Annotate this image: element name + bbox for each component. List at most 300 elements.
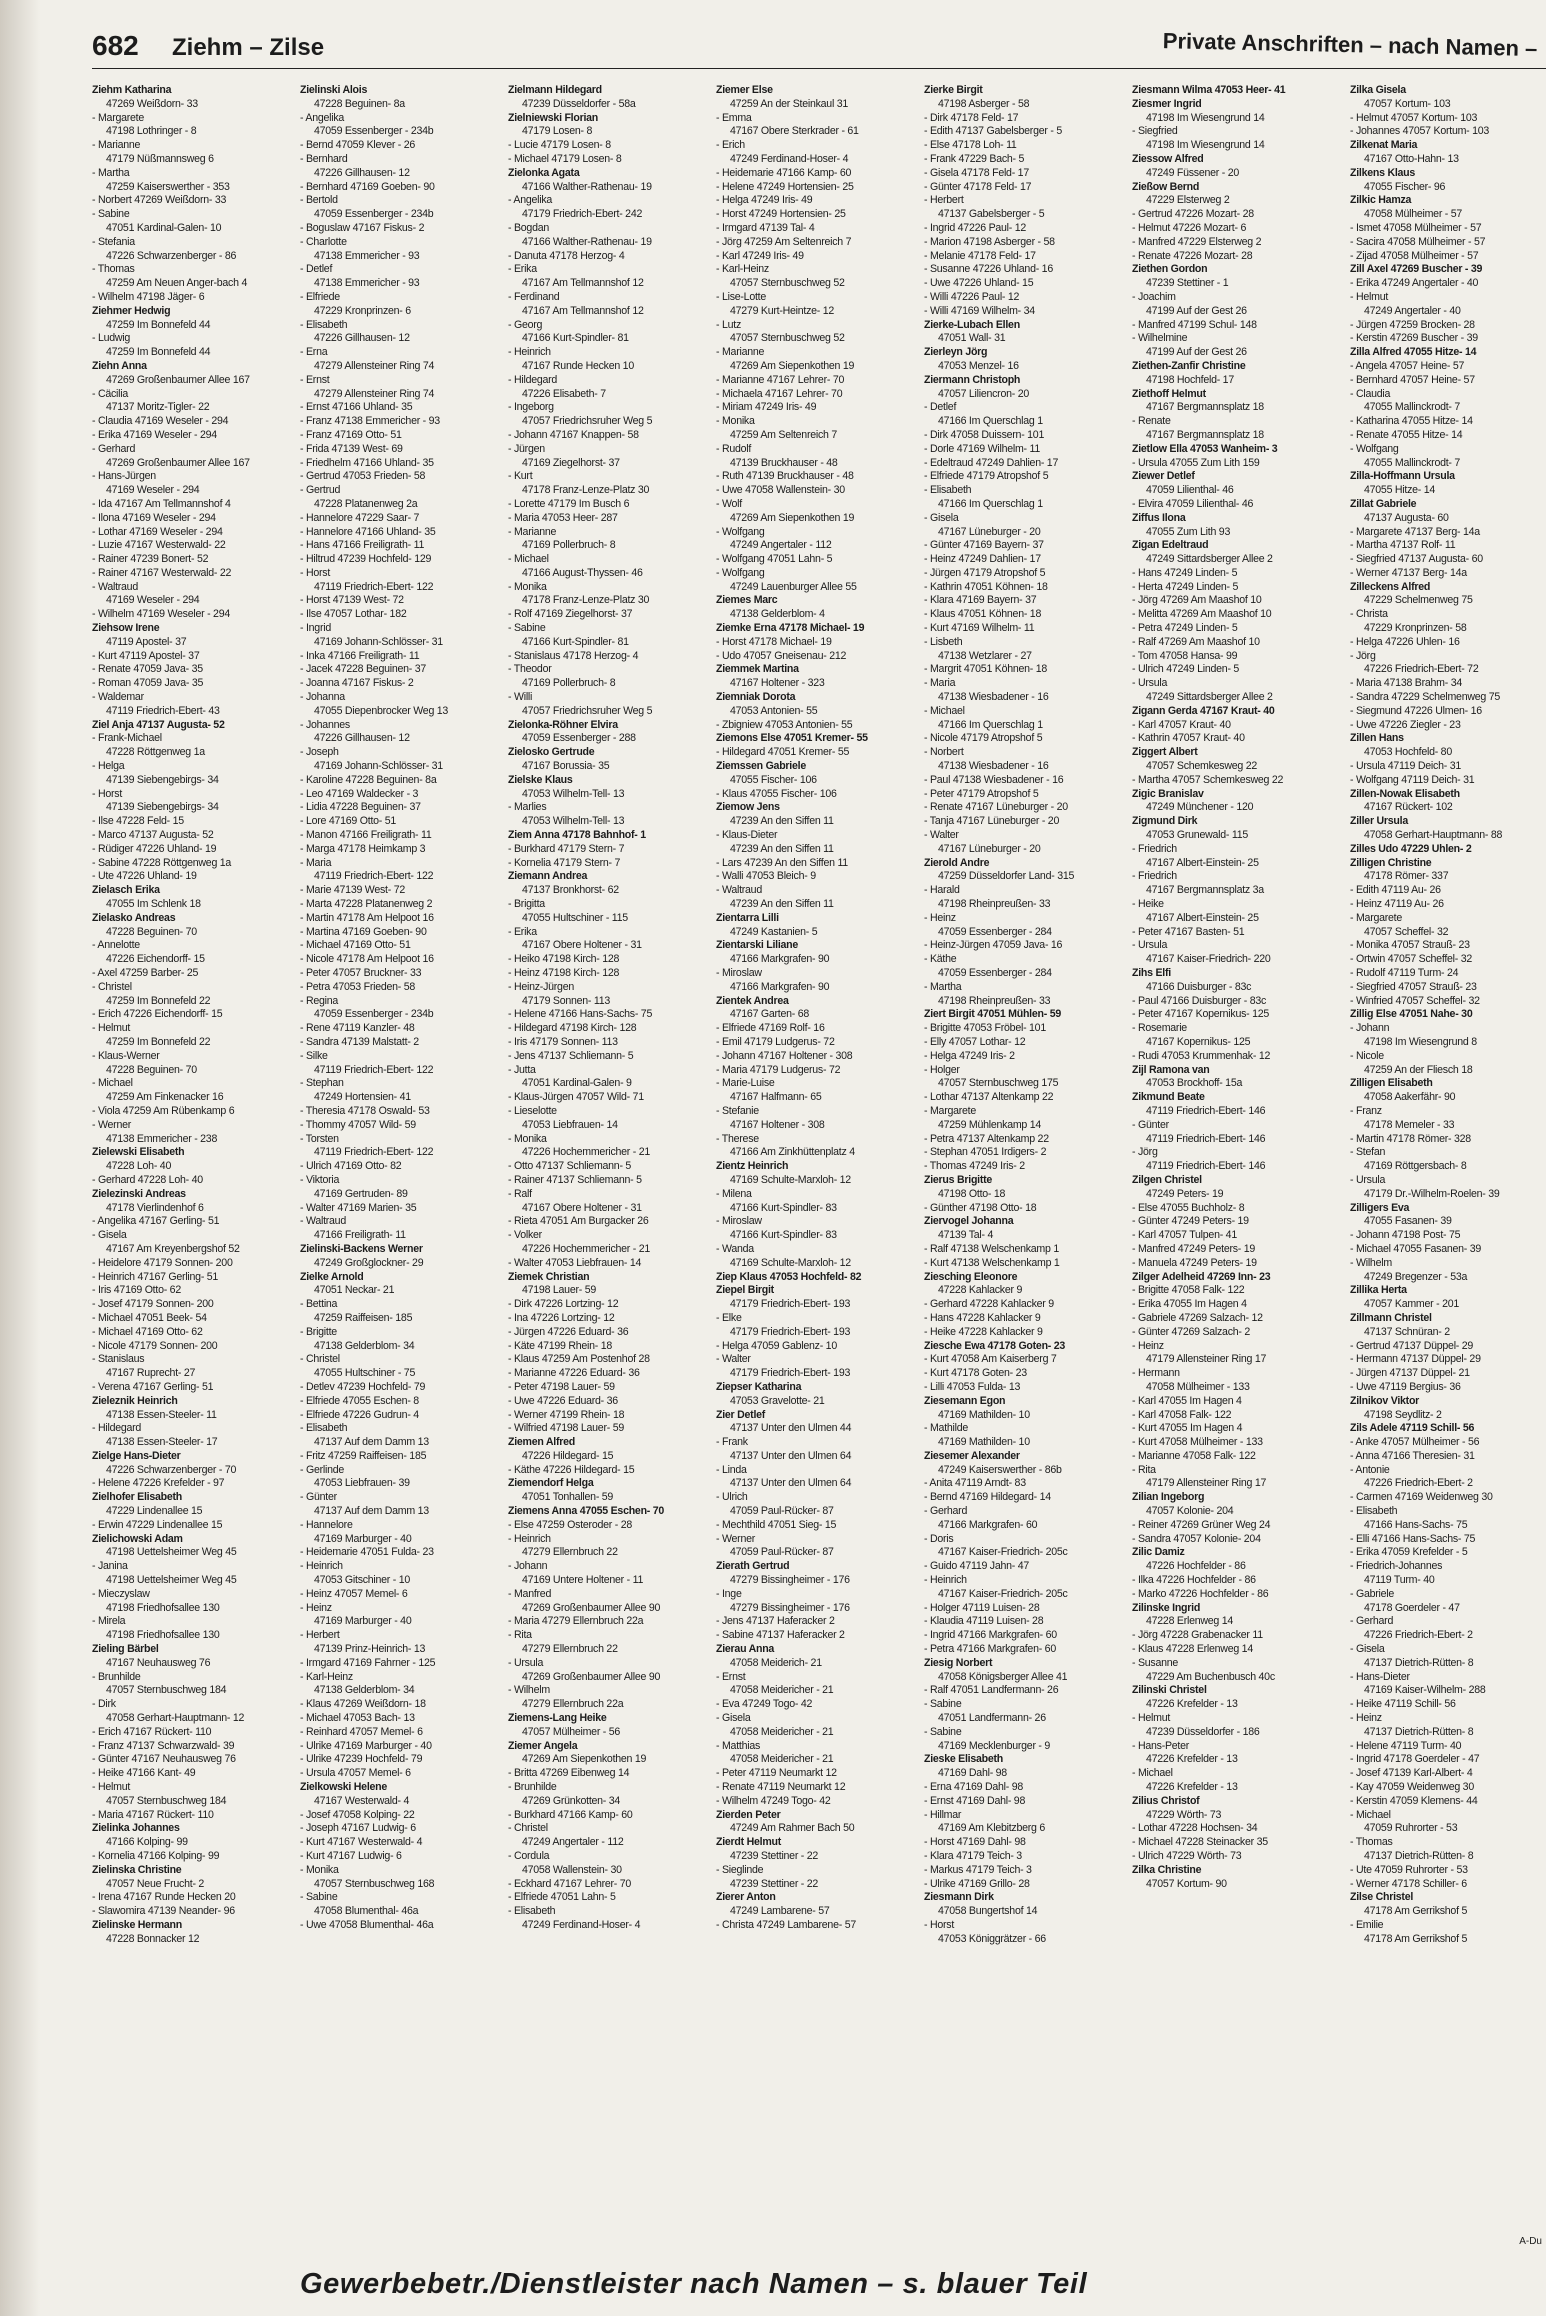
given-name-entry: - Manfred 47199 Schul- 148 (1132, 318, 1257, 331)
address-line: 47119 Friedrich-Ebert- 122 (314, 870, 434, 883)
given-name-entry: - Lorette 47179 Im Busch 6 (508, 497, 630, 510)
given-name-entry: - Gertrud 47226 Mozart- 28 (1132, 208, 1254, 221)
address-line: 47167 Westerwald- 4 (314, 1794, 410, 1807)
address-line: 47229 Kronprinzen- 6 (314, 304, 411, 317)
address-line: 47259 Am Neuen Anger-bach 4 (106, 277, 248, 290)
given-name-entry: - Jürgen 47179 Atropshof 5 (924, 566, 1046, 579)
given-name-entry: - Waltraud (92, 580, 138, 593)
given-name-entry: - Sacira 47058 Mülheimer - 57 (1350, 235, 1486, 248)
address-line: 47259 Im Bonnefeld 44 (106, 346, 211, 359)
surname-entry: Ziethoff Helmut (1132, 387, 1206, 400)
given-name-entry: - Ulrich 47169 Otto- 82 (300, 1160, 402, 1173)
address-line: 47167 Borussia- 35 (522, 760, 610, 773)
given-name-entry: - Günter 47269 Salzach- 2 (1132, 1325, 1251, 1338)
address-line: 47055 Mallinckrodt- 7 (1364, 456, 1461, 469)
given-name-entry: - Torsten (300, 1132, 339, 1145)
given-name-entry: - Ulrich 47249 Linden- 5 (1132, 663, 1240, 676)
surname-entry: Zigic Branislav (1132, 787, 1204, 800)
address-line: 47138 Emmericher - 93 (314, 249, 420, 262)
address-line: 47249 Angertaler - 112 (730, 539, 832, 552)
given-name-entry: - Kurt 47058 Mülheimer - 133 (1132, 1436, 1263, 1449)
given-name-entry: - Walter 47053 Liebfrauen- 14 (508, 1256, 642, 1269)
given-name-entry: - Lidia 47228 Beguinen- 37 (300, 801, 421, 814)
given-name-entry: - Bogdan (508, 221, 549, 234)
given-name-entry: - Helene 47119 Turm- 40 (1350, 1739, 1462, 1752)
given-name-entry: - Jürgen 47226 Eduard- 36 (508, 1325, 629, 1338)
listing-column-2 (300, 84, 464, 2248)
given-name-entry: - Horst 47169 Dahl- 98 (924, 1836, 1026, 1849)
page-number: 682 (92, 30, 139, 61)
address-line: 47119 Turm- 40 (1364, 1574, 1435, 1587)
surname-entry: Zill Axel 47269 Buscher - 39 (1350, 263, 1483, 276)
given-name-entry: - Günther 47198 Otto- 18 (924, 1201, 1037, 1214)
address-line: 47239 An den Siffen 11 (730, 898, 834, 911)
given-name-entry: - Lothar 47137 Altenkamp 22 (924, 1091, 1054, 1104)
given-name-entry: - Stephan (300, 1077, 344, 1090)
address-line: 47138 Emmericher - 238 (106, 1132, 218, 1145)
given-name-entry: - Hillmar (924, 1808, 962, 1821)
given-name-entry: - Günter 47178 Feld- 17 (924, 180, 1032, 193)
address-line: 47228 Platanenweg 2a (314, 497, 418, 510)
surname-entry: Zierer Anton (716, 1891, 776, 1904)
given-name-entry: - Danuta 47178 Herzog- 4 (508, 249, 625, 262)
given-name-entry: - Uwe 47119 Bergius- 36 (1350, 1380, 1461, 1393)
given-name-entry: - Nicole 47178 Am Helpoot 16 (300, 953, 434, 966)
address-line: 47137 Unter den Ulmen 64 (730, 1449, 852, 1462)
address-line: 47059 Ruhrorter - 53 (1364, 1822, 1458, 1835)
address-line: 47137 Auf dem Damm 13 (314, 1505, 429, 1518)
given-name-entry: - Ernst (716, 1670, 746, 1683)
address-line: 47199 Auf der Gest 26 (1146, 346, 1247, 359)
given-name-entry: - Ilse 47228 Feld- 15 (92, 815, 184, 828)
address-line: 47249 Hortensien- 41 (314, 1091, 411, 1104)
given-name-entry: - Sandra 47229 Schelmenweg 75 (1350, 691, 1500, 704)
given-name-entry: - Tom 47058 Hansa- 99 (1132, 649, 1238, 662)
given-name-entry: - Herta 47249 Linden- 5 (1132, 580, 1239, 593)
given-name-entry: - Paul 47138 Wiesbadener - 16 (924, 773, 1064, 786)
given-name-entry: - Ute 47059 Ruhrorter - 53 (1350, 1863, 1468, 1876)
address-line: 47055 Fischer- 106 (730, 773, 817, 786)
address-line: 47226 Schwarzenberger - 86 (106, 249, 237, 262)
given-name-entry: - Petra 47137 Altenkamp 22 (924, 1132, 1049, 1145)
given-name-entry: - Silke (300, 1049, 328, 1062)
given-name-entry: - Wilhelm 47198 Jäger- 6 (92, 290, 205, 303)
surname-entry: Zillen-Nowak Elisabeth (1350, 787, 1460, 800)
given-name-entry: - Klaus 47051 Köhnen- 18 (924, 608, 1042, 621)
given-name-entry: - Miroslaw (716, 1215, 762, 1228)
given-name-entry: - Renate (1132, 415, 1171, 428)
given-name-entry: - Hermann (1132, 1367, 1180, 1380)
given-name-entry: - Heidemarie 47166 Kamp- 60 (716, 166, 852, 179)
surname-entry: Zilligen Christine (1350, 856, 1432, 869)
given-name-entry: - Käthe 47226 Hildegard- 15 (508, 1463, 635, 1476)
given-name-entry: - Ilka 47226 Hochfelder - 86 (1132, 1574, 1256, 1587)
surname-entry: Zier Detlef (716, 1408, 766, 1421)
given-name-entry: - Günter (300, 1491, 337, 1504)
given-name-entry: - Klaus 47228 Erlenweg 14 (1132, 1643, 1253, 1656)
address-line: 47059 Paul-Rücker- 87 (730, 1546, 834, 1559)
address-line: 47057 Sternbuschweg 175 (938, 1077, 1059, 1090)
given-name-entry: - Uwe 47058 Wallenstein- 30 (716, 484, 845, 497)
given-name-entry: - Elisabeth (300, 318, 348, 331)
given-name-entry: - Michael (92, 1077, 133, 1090)
given-name-entry: - Johann (1350, 1022, 1390, 1035)
address-line: 47169 Mathilden- 10 (938, 1408, 1030, 1421)
address-line: 47169 Mathilden- 10 (938, 1436, 1030, 1449)
given-name-entry: - Elfriede 47179 Atropshof 5 (924, 470, 1049, 483)
given-name-entry: - Stefanie (716, 1104, 759, 1117)
address-line: 47228 Beguinen- 70 (106, 1063, 197, 1076)
address-line: 47166 Im Querschlag 1 (938, 497, 1043, 510)
given-name-entry: - Josef 47058 Kolping- 22 (300, 1808, 415, 1821)
given-name-entry: - Ferdinand (508, 290, 560, 303)
given-name-entry: - Maria 47138 Brahm- 34 (1350, 677, 1463, 690)
given-name-entry: - Gisela 47178 Feld- 17 (924, 166, 1029, 179)
address-line: 47228 Röttgenweg 1a (106, 746, 205, 759)
given-name-entry: - Maria 47179 Ludgerus- 72 (716, 1063, 841, 1076)
given-name-entry: - Lieselotte (508, 1104, 557, 1117)
given-name-entry: - Wilhelm 47169 Weseler - 294 (92, 608, 230, 621)
given-name-entry: - Thomas (92, 263, 135, 276)
address-line: 47057 Sternbuschweg 184 (106, 1794, 227, 1807)
given-name-entry: - Käthe (924, 953, 957, 966)
given-name-entry: - Jürgen 47259 Brocken- 28 (1350, 318, 1475, 331)
surname-entry: Ziemke Erna 47178 Michael- 19 (716, 622, 865, 635)
given-name-entry: - Ludwig (92, 332, 131, 345)
given-name-entry: - Hiltrud 47239 Hochfeld- 129 (300, 553, 432, 566)
address-line: 47249 Großglockner- 29 (314, 1256, 424, 1269)
address-line: 47167 Albert-Einstein- 25 (1146, 856, 1259, 869)
address-line: 47119 Friedrich-Ebert- 122 (314, 580, 434, 593)
given-name-entry: - Mechthild 47051 Sieg- 15 (716, 1518, 837, 1531)
address-line: 47167 Am Tellmannshof 12 (522, 277, 644, 290)
given-name-entry: - Maria 47167 Rückert- 110 (92, 1808, 214, 1821)
given-name-entry: - Walli 47053 Bleich- 9 (716, 870, 816, 883)
given-name-entry: - Antonie (1350, 1463, 1390, 1476)
given-name-entry: - Karl 47058 Falk- 122 (1132, 1408, 1232, 1421)
given-name-entry: - Ursula (1132, 939, 1168, 952)
given-name-entry: - Siegfried 47057 Strauß- 23 (1350, 980, 1477, 993)
given-name-entry: - Helga 47059 Gablenz- 10 (716, 1339, 837, 1352)
given-name-entry: - Karl 47055 Im Hagen 4 (1132, 1394, 1242, 1407)
surname-entry: Ziert Birgit 47051 Mühlen- 59 (924, 1008, 1061, 1021)
address-line: 47169 Johann-Schlösser- 31 (314, 635, 443, 648)
given-name-entry: - Gisela (92, 1229, 127, 1242)
surname-entry: Ziemons Else 47051 Kremer- 55 (716, 732, 868, 745)
address-line: 47239 An den Siffen 11 (730, 815, 834, 828)
address-line: 47137 Bronkhorst- 62 (522, 884, 619, 897)
given-name-entry: - Marianne 47167 Lehrer- 70 (716, 373, 845, 386)
address-line: 47059 Lilienthal- 46 (1146, 484, 1234, 497)
address-line: 47178 Memeler - 33 (1364, 1118, 1455, 1131)
surname-entry: Ziessow Alfred (1132, 152, 1204, 165)
surname-entry: Ziervogel Johanna (924, 1215, 1014, 1228)
given-name-entry: - Bertold (300, 194, 338, 207)
given-name-entry: - Herbert (924, 194, 964, 207)
address-line: 47166 Markgrafen- 60 (938, 1518, 1038, 1531)
address-line: 47053 Hochfeld- 80 (1364, 746, 1452, 759)
address-line: 47226 Hochemmericher - 21 (522, 1242, 651, 1255)
given-name-entry: - Ortwin 47057 Scheffel- 32 (1350, 953, 1473, 966)
surname-entry: Zielke Arnold (300, 1270, 364, 1283)
given-name-entry: - Kurt 47169 Wilhelm- 11 (924, 622, 1035, 635)
given-name-entry: - Burkhard 47166 Kamp- 60 (508, 1808, 633, 1821)
address-line: 47053 Grunewald- 115 (1146, 829, 1248, 842)
address-line: 47119 Friedrich-Ebert- 146 (1146, 1132, 1266, 1145)
given-name-entry: - Melitta 47269 Am Maashof 10 (1132, 608, 1272, 621)
given-name-entry: - Ralf 47051 Landfermann- 26 (924, 1684, 1059, 1697)
given-name-entry: - Jutta (508, 1063, 536, 1076)
surname-entry: Zielasko Andreas (92, 911, 176, 924)
given-name-entry: - Heinz 47198 Kirch- 128 (508, 967, 620, 979)
address-line: 47169 Kaiser-Wilhelm- 288 (1364, 1684, 1486, 1697)
given-name-entry: - Marianne (92, 139, 141, 152)
surname-entry: Ziesmann Dirk (924, 1891, 994, 1904)
address-line: 47249 Angertaler - 112 (522, 1836, 624, 1849)
given-name-entry: - Horst 47178 Michael- 19 (716, 635, 832, 648)
address-line: 47055 Fischer- 96 (1364, 180, 1446, 193)
given-name-entry: - Mathilde (924, 1422, 969, 1435)
address-line: 47166 Im Querschlag 1 (938, 718, 1043, 731)
surname-entry: Ziemen Alfred (508, 1436, 575, 1449)
address-line: 47198 Hochfeld- 17 (1146, 373, 1234, 386)
address-line: 47166 Walther-Rathenau- 19 (522, 180, 652, 193)
address-line: 47249 Kastanien- 5 (730, 925, 818, 938)
address-line: 47059 Essenberger - 234b (314, 1008, 434, 1021)
address-line: 47167 Am Kreyenbergshof 52 (106, 1242, 240, 1255)
address-line: 47053 Gravelotte- 21 (730, 1394, 825, 1407)
given-name-entry: - Waltraud (300, 1215, 346, 1228)
address-line: 47239 An den Siffen 11 (730, 842, 834, 855)
address-line: 47228 Bonnacker 12 (106, 1932, 200, 1945)
address-line: 47226 Gillhausen- 12 (314, 732, 410, 745)
address-line: 47166 Duisburger - 83c (1146, 980, 1252, 993)
given-name-entry: - Erich (716, 139, 745, 152)
address-line: 47137 Auf dem Damm 13 (314, 1436, 429, 1449)
address-line: 47057 Schemkesweg 22 (1146, 760, 1258, 773)
address-line: 47138 Gelderblom- 4 (730, 608, 825, 621)
given-name-entry: - Angelika 47167 Gerling- 51 (92, 1215, 220, 1228)
address-line: 47259 Am Finkenacker 16 (106, 1091, 224, 1104)
address-line: 47166 Freiligrath- 11 (314, 1229, 406, 1242)
address-line: 47119 Friedrich-Ebert- 146 (1146, 1104, 1266, 1117)
given-name-entry: - Wolfgang (1350, 442, 1399, 455)
surname-entry: Zilleckens Alfred (1350, 580, 1431, 593)
surname-entry: Ziffus Ilona (1132, 511, 1186, 524)
given-name-entry: - Heike 47228 Kahlacker 9 (924, 1325, 1043, 1338)
given-name-entry: - Manfred 47249 Peters- 19 (1132, 1242, 1256, 1255)
given-name-entry: - Walter (924, 829, 959, 842)
address-line: 47226 Friedrich-Ebert- 2 (1364, 1629, 1473, 1642)
given-name-entry: - Johannes 47057 Kortum- 103 (1350, 125, 1490, 138)
given-name-entry: - Jörg (1350, 649, 1376, 662)
surname-entry: Zillat Gabriele (1350, 497, 1417, 510)
given-name-entry: - Erna (300, 346, 328, 359)
address-line: 47137 Unter den Ulmen 44 (730, 1422, 852, 1435)
address-line: 47249 Münchener - 120 (1146, 801, 1254, 814)
given-name-entry: - Martin 47178 Am Helpoot 16 (300, 911, 434, 924)
given-name-entry: - Hannelore (300, 1518, 353, 1531)
given-name-entry: - Wilhelm 47249 Togo- 42 (716, 1794, 831, 1807)
given-name-entry: - Ilona 47169 Weseler - 294 (92, 511, 216, 524)
given-name-entry: - Heinz-Jürgen (508, 980, 574, 993)
address-line: 47169 Am Klebitzberg 6 (938, 1822, 1045, 1835)
given-name-entry: - Nicole (1350, 1049, 1384, 1062)
address-line: 47228 Beguinen- 70 (106, 925, 197, 938)
address-line: 47167 Bergmannsplatz 18 (1146, 428, 1264, 441)
surname-entry: Ziggert Albert (1132, 746, 1198, 759)
address-line: 47138 Gelderblom- 34 (314, 1339, 415, 1352)
address-line: 47057 Friedrichsruher Weg 5 (522, 704, 653, 717)
given-name-entry: - Elisabeth (1350, 1505, 1398, 1518)
given-name-entry: - Heike 47166 Kant- 49 (92, 1767, 196, 1780)
given-name-entry: - Burkhard 47179 Stern- 7 (508, 842, 625, 855)
address-line: 47166 Kurt-Spindler- 83 (730, 1201, 837, 1214)
given-name-entry: - Rainer 47167 Westerwald- 22 (92, 566, 232, 579)
surname-entry: Ziewer Detlef (1132, 470, 1195, 483)
given-name-entry: - Franz 47138 Emmericher - 93 (300, 415, 440, 428)
given-name-entry: - Sabine 47137 Haferacker 2 (716, 1629, 845, 1642)
address-line: 47198 Rheinpreußen- 33 (938, 898, 1051, 911)
surname-entry: Zierden Peter (716, 1808, 781, 1821)
address-line: 47169 Marburger - 40 (314, 1532, 412, 1545)
given-name-entry: - Heinrich 47167 Gerling- 51 (92, 1270, 219, 1283)
address-line: 47057 Liliencron- 20 (938, 387, 1030, 400)
given-name-entry: - Marlies (508, 801, 547, 814)
surname-entry: Ziemmek Martina (716, 663, 799, 676)
given-name-entry: - Horst (300, 566, 331, 579)
given-name-entry: - Gisela (1350, 1643, 1385, 1656)
given-name-entry: - Marta 47228 Platanenweg 2 (300, 898, 433, 911)
given-name-entry: - Ursula (508, 1656, 544, 1669)
given-name-entry: - Klaus 47259 Am Postenhof 28 (508, 1353, 650, 1366)
given-name-entry: - Ilse 47057 Lothar- 182 (300, 608, 407, 621)
address-line: 47057 Kammer - 201 (1364, 1298, 1460, 1311)
address-line: 47169 Schulte-Marxloh- 12 (730, 1256, 851, 1269)
given-name-entry: - Dirk 47226 Lortzing- 12 (508, 1298, 619, 1311)
given-name-entry: - Ernst (300, 373, 330, 386)
given-name-entry: - Günter 47249 Peters- 19 (1132, 1215, 1249, 1228)
surname-entry: Zilligers Eva (1350, 1201, 1410, 1214)
given-name-entry: - Ulrike 47169 Grillo- 28 (924, 1877, 1030, 1890)
given-name-entry: - Ruth 47139 Bruckhauser - 48 (716, 470, 854, 483)
given-name-entry: - Heinz (1132, 1339, 1164, 1352)
surname-entry: Zillig Else 47051 Nahe- 30 (1350, 1008, 1473, 1021)
given-name-entry: - Jörg 47259 Am Seltenreich 7 (716, 235, 852, 248)
address-line: 47179 Friedrich-Ebert- 242 (522, 208, 643, 221)
given-name-entry: - Siegfried 47137 Augusta- 60 (1350, 553, 1483, 566)
given-name-entry: - Kurt 47138 Welschenkamp 1 (924, 1256, 1060, 1269)
given-name-entry: - Detlev 47239 Hochfeld- 79 (300, 1380, 426, 1393)
given-name-entry: - Siegfried (1132, 125, 1178, 138)
given-name-entry: - Joseph 47167 Ludwig- 6 (300, 1822, 416, 1835)
given-name-entry: - Helmut (1132, 1712, 1171, 1725)
listing-columns (92, 84, 1544, 2248)
given-name-entry: - Jürgen 47137 Düppel- 21 (1350, 1367, 1470, 1380)
address-line: 47178 Franz-Lenze-Platz 30 (522, 594, 650, 607)
surname-entry: Zierold Andre (924, 856, 990, 869)
given-name-entry: - Emil 47179 Ludgerus- 72 (716, 1035, 835, 1048)
address-line: 47139 Tal- 4 (938, 1229, 994, 1242)
given-name-entry: - Thomas 47249 Iris- 2 (924, 1160, 1025, 1173)
given-name-entry: - Kerstin 47269 Buscher - 39 (1350, 332, 1478, 345)
given-name-entry: - Werner (716, 1532, 756, 1545)
address-line: 47169 Marburger - 40 (314, 1615, 412, 1628)
given-name-entry: - Jens 47137 Haferacker 2 (716, 1615, 835, 1628)
address-line: 47167 Obere Sterkrader - 61 (730, 125, 859, 138)
given-name-entry: - Heike (1132, 898, 1164, 911)
given-name-entry: - Marianne 47226 Eduard- 36 (508, 1367, 640, 1380)
address-line: 47055 Zum Lith 93 (1146, 525, 1231, 538)
address-line: 47057 Mülheimer - 56 (522, 1725, 621, 1738)
given-name-entry: - Else 47259 Osteroder - 28 (508, 1518, 632, 1531)
address-line: 47059 Paul-Rücker- 87 (730, 1505, 834, 1518)
given-name-entry: - Hans 47249 Linden- 5 (1132, 566, 1238, 579)
given-name-entry: - Markus 47179 Teich- 3 (924, 1863, 1032, 1876)
given-name-entry: - Norbert (924, 746, 964, 759)
given-name-entry: - Kornelia 47166 Kolping- 99 (92, 1850, 220, 1862)
given-name-entry: - Franz 47137 Schwarzwald- 39 (92, 1739, 235, 1752)
given-name-entry: - Wanda (716, 1242, 754, 1255)
address-line: 47059 Essenberger - 288 (522, 732, 636, 745)
surname-entry: Zilka Gisela (1350, 84, 1406, 96)
given-name-entry: - Michael (1350, 1808, 1391, 1821)
address-line: 47166 Kurt-Spindler- 81 (522, 635, 629, 648)
address-line: 47138 Essen-Steeler- 11 (106, 1408, 217, 1421)
given-name-entry: - Ursula 47055 Zum Lith 159 (1132, 456, 1260, 469)
surname-entry: Zigmund Dirk (1132, 815, 1198, 828)
address-line: 47058 Aakerfähr- 90 (1364, 1091, 1456, 1104)
address-line: 47279 Ellernbruch 22 (522, 1546, 618, 1559)
given-name-entry: - Willi 47226 Paul- 12 (924, 290, 1020, 303)
given-name-entry: - Michael 47169 Otto- 51 (300, 939, 411, 952)
address-line: 47138 Wetzlarer - 27 (938, 649, 1032, 662)
given-name-entry: - Horst (924, 1918, 955, 1931)
address-line: 47167 Kopernikus- 125 (1146, 1035, 1251, 1048)
surname-entry: Zilic Damiz (1132, 1546, 1185, 1559)
given-name-entry: - Peter 47119 Neumarkt 12 (716, 1767, 837, 1780)
given-name-entry: - Gerhard (92, 442, 136, 455)
given-name-entry: - Jens 47137 Schliemann- 5 (508, 1049, 634, 1062)
given-name-entry: - Hans-Dieter (1350, 1670, 1410, 1683)
address-line: 47259 Raiffeisen- 185 (314, 1311, 413, 1324)
given-name-entry: - Heinz (924, 911, 956, 924)
given-name-entry: - Stanislaus 47178 Herzog- 4 (508, 649, 639, 662)
address-line: 47269 Am Siepenkothen 19 (730, 511, 855, 524)
address-line: 47226 Eichendorff- 15 (106, 953, 205, 966)
given-name-entry: - Susanne (1132, 1656, 1179, 1669)
address-line: 47058 Meiderich- 21 (730, 1656, 822, 1669)
given-name-entry: - Wolfgang 47119 Deich- 31 (1350, 773, 1475, 786)
given-name-entry: - Johannes (300, 718, 350, 731)
given-name-entry: - Inge (716, 1587, 742, 1600)
given-name-entry: - Elfriede 47169 Rolf- 16 (716, 1022, 825, 1035)
given-name-entry: - Martin 47178 Römer- 328 (1350, 1132, 1471, 1145)
given-name-entry: - Michael 47179 Losen- 8 (508, 152, 622, 165)
address-line: 47166 Markgrafen- 90 (730, 980, 830, 993)
given-name-entry: - Iris 47179 Sonnen- 113 (508, 1035, 618, 1048)
surname-entry: Zikmund Beate (1132, 1091, 1205, 1104)
address-line: 47119 Friedrich-Ebert- 43 (106, 704, 220, 717)
given-name-entry: - Gertrud 47053 Frieden- 58 (300, 470, 426, 483)
address-line: 47051 Tonhallen- 59 (522, 1491, 614, 1504)
address-line: 47138 Essen-Steeler- 17 (106, 1436, 218, 1449)
given-name-entry: - Helmut 47057 Kortum- 103 (1350, 111, 1478, 124)
address-line: 47249 Füssener - 20 (1146, 166, 1240, 179)
address-line: 47178 Am Gerrikshof 5 (1364, 1932, 1468, 1945)
given-name-entry: - Sabine (300, 1891, 338, 1904)
address-line: 47057 Sternbuschweg 52 (730, 332, 845, 345)
